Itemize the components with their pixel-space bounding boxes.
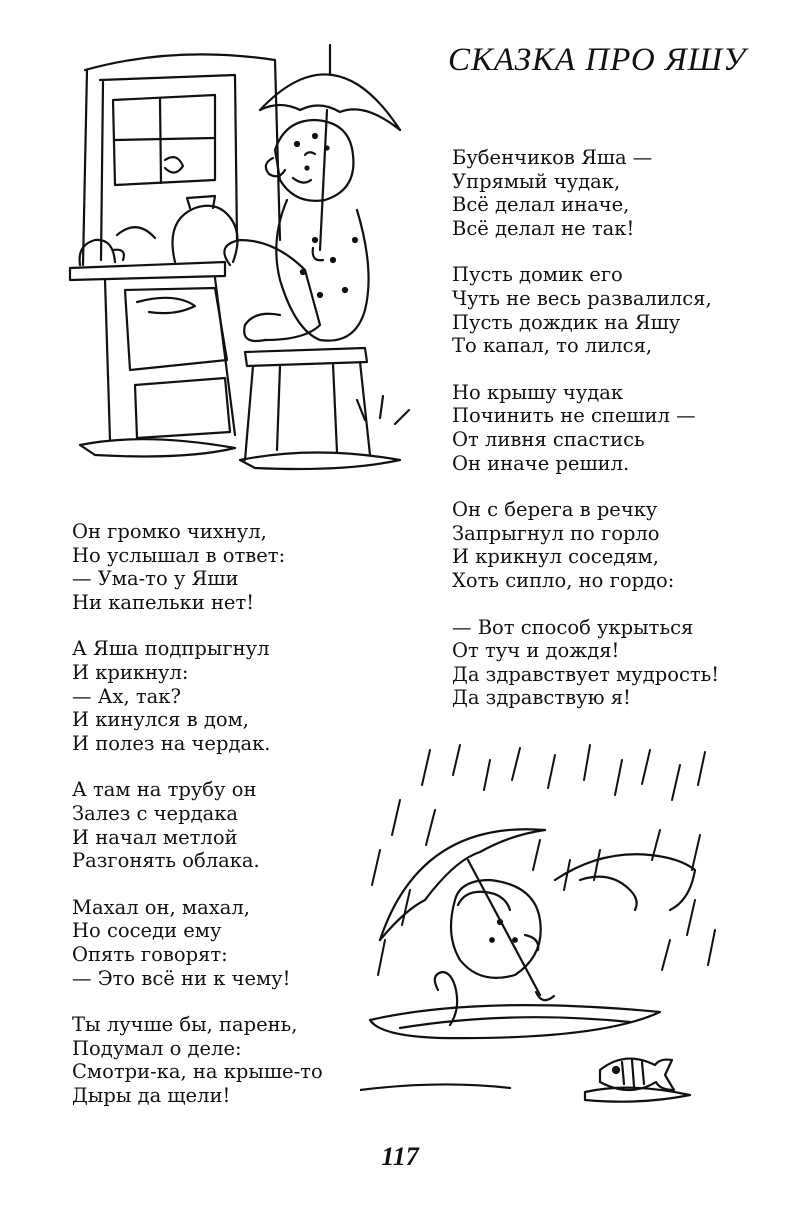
illustration-boy-in-river-rain bbox=[360, 740, 735, 1120]
poem-line: Махал он, махал, bbox=[72, 895, 250, 919]
poem-line: Починить не спешил — bbox=[452, 404, 696, 428]
poem-line: От ливня спастись bbox=[452, 427, 645, 451]
poem-line: Всё делал иначе, bbox=[452, 193, 630, 217]
poem-line: И крикнул: bbox=[72, 660, 189, 684]
left-poem-column bbox=[72, 520, 372, 1130]
poem-line: А там на трубу он bbox=[72, 778, 257, 802]
poem-line: Он с берега в речку bbox=[452, 498, 658, 522]
poem-line: Но соседи ему bbox=[72, 919, 222, 943]
stanza bbox=[72, 637, 372, 755]
poem-line: Разгонять облака. bbox=[72, 849, 260, 873]
stanza bbox=[72, 520, 372, 614]
poem-line: — Вот способ укрыться bbox=[452, 615, 694, 639]
stanza bbox=[72, 1013, 372, 1107]
poem-line: Ни капельки нет! bbox=[72, 590, 255, 614]
poem-line: Залез с чердака bbox=[72, 801, 239, 825]
stanza bbox=[72, 778, 372, 872]
stanza bbox=[452, 146, 782, 240]
poem-line: Дыры да щели! bbox=[72, 1083, 231, 1107]
stanza bbox=[72, 896, 372, 990]
poem-line: — Это всё ни к чему! bbox=[72, 966, 291, 990]
poem-title: СКАЗКА ПРО ЯШУ bbox=[448, 42, 747, 78]
poem-line: Бубенчиков Яша — bbox=[452, 146, 653, 169]
poem-line: И крикнул соседям, bbox=[452, 545, 659, 569]
poem-line: Опять говорят: bbox=[72, 942, 228, 966]
poem-line: То капал, то лился, bbox=[452, 334, 653, 358]
poem-line: — Ах, так? bbox=[72, 684, 181, 708]
poem-line: Всё делал не так! bbox=[452, 216, 635, 240]
poem-line: Пусть дождик на Яшу bbox=[452, 310, 681, 334]
poem-line: Он иначе решил. bbox=[452, 451, 630, 475]
poem-line: И кинулся в дом, bbox=[72, 708, 249, 732]
poem-line: Он громко чихнул, bbox=[72, 520, 267, 543]
poem-line: Упрямый чудак, bbox=[452, 169, 621, 193]
poem-line: Хоть сипло, но гордо: bbox=[452, 568, 675, 592]
page-number: 117 bbox=[381, 1142, 419, 1171]
poem-line: От туч и дождя! bbox=[452, 639, 620, 663]
poem-line: Подумал о деле: bbox=[72, 1036, 242, 1060]
illustration-boy-with-umbrella-indoors bbox=[65, 40, 415, 480]
stanza bbox=[452, 616, 782, 710]
stanza bbox=[452, 381, 782, 475]
poem-line: Ты лучше бы, парень, bbox=[72, 1013, 298, 1037]
poem-line: Но крышу чудак bbox=[452, 380, 624, 404]
stanza bbox=[452, 498, 782, 592]
poem-line: Запрыгнул по горло bbox=[452, 521, 660, 545]
poem-line: И полез на чердак. bbox=[72, 731, 271, 755]
poem-line: — Ума-то у Яши bbox=[72, 567, 239, 591]
poem-line: Да здравствую я! bbox=[452, 686, 631, 710]
poem-line: И начал метлой bbox=[72, 825, 238, 849]
poem-line: Но услышал в ответ: bbox=[72, 543, 286, 567]
poem-line: Да здравствует мудрость! bbox=[452, 662, 720, 686]
poem-line: Чуть не весь развалился, bbox=[452, 286, 712, 310]
poem-line: Пусть домик его bbox=[452, 263, 623, 287]
poem-line: А Яша подпрыгнул bbox=[72, 637, 270, 661]
stanza bbox=[452, 263, 782, 357]
right-poem-column bbox=[452, 146, 782, 733]
poem-line: Смотри-ка, на крыше-то bbox=[72, 1060, 323, 1084]
